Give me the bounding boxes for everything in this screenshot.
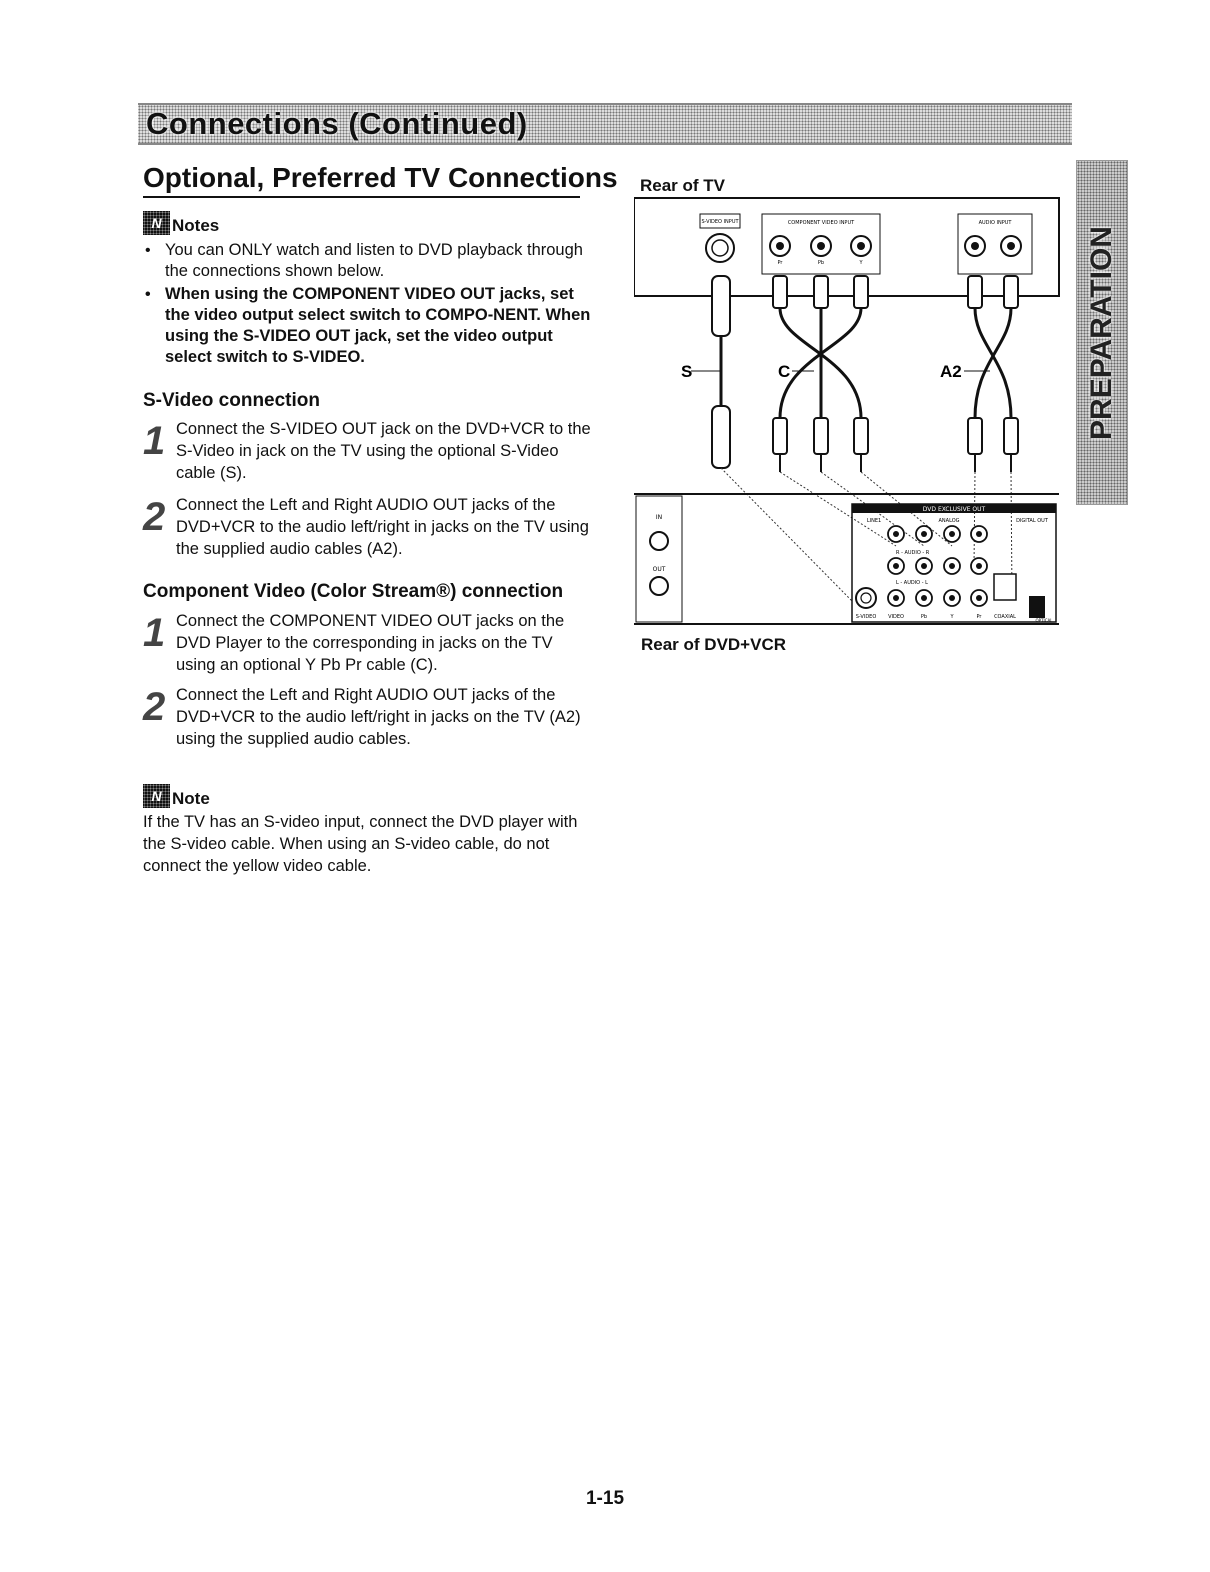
note-heading-label: Note (172, 789, 210, 808)
rear-of-dvd-label: Rear of DVD+VCR (641, 635, 787, 654)
dvd-svideo-label: S-VIDEO (855, 614, 877, 620)
dvd-exclusive-out-label: DVD EXCLUSIVE OUT (922, 506, 986, 513)
step-text: Connect the Left and Right AUDIO OUT jacks of the DVD+VCR to the audio left/right in jacks on the TV using the supplied audio cables (A2). (176, 496, 589, 558)
cable-s-label: S (681, 362, 693, 381)
dvd-pr-label: Pr (976, 614, 982, 620)
notes-item: • When using the COMPONENT VIDEO OUT jacks, set the video output select switch to COMPO-NENT. When using the S-VIDEO OUT jack, set the video output select switch to S-VIDEO. (143, 284, 593, 368)
component-cables (780, 308, 1011, 418)
dvd-out-label: OUT (652, 566, 666, 573)
dvd-line1-label: LINE1 (866, 518, 882, 524)
section-side-tab (1076, 160, 1128, 505)
dvd-digital-label: DIGITAL OUT (1016, 518, 1048, 524)
header-banner (138, 103, 1072, 145)
tv-svideo-label: S-VIDEO INPUT (701, 219, 739, 225)
component-step-2 (143, 684, 593, 750)
notes-item: • You can ONLY watch and listen to DVD playback through the connections shown below. (143, 240, 593, 282)
step-text: Connect the COMPONENT VIDEO OUT jacks on the DVD Player to the corresponding in jacks on the TV using an optional Y Pb Pr cable (C). (176, 612, 565, 674)
svideo-step-2 (143, 494, 593, 560)
dvd-analog-label: ANALOG (938, 518, 960, 524)
section-title-underline (143, 196, 580, 198)
plug-tips-bottom (780, 454, 1011, 472)
svideo-step-1 (143, 418, 593, 484)
step-number: 2 (143, 494, 171, 540)
dvd-coaxial-label: COAXIAL (994, 614, 1016, 620)
cable-a2-label: A2 (940, 362, 962, 381)
note-icon: N (143, 211, 170, 235)
connection-diagram (634, 196, 1066, 632)
dvd-in-label: IN (655, 514, 663, 521)
component-step-1 (143, 610, 593, 676)
note-text: If the TV has an S-video input, connect the DVD player with the S-video cable. When using an S-video cable, do not connect the yellow video cable. (143, 813, 578, 875)
notes-heading (143, 211, 219, 235)
tv-audio-label: AUDIO INPUT (978, 220, 1012, 226)
page-header-title: Connections (Continued) (146, 106, 528, 141)
side-tab-label: PREPARATION (1085, 225, 1118, 440)
dvd-optical-label: OPTICAL (1035, 618, 1053, 623)
cable-c-label: C (778, 362, 791, 381)
dvd-y-label: Y (950, 614, 954, 620)
step-number: 1 (143, 418, 171, 464)
dvd-l-audio-label: L - AUDIO - L (896, 580, 928, 586)
tv-y-label: Y (859, 260, 863, 266)
component-plugs-top (773, 276, 1018, 308)
rear-of-tv-label: Rear of TV (640, 176, 726, 195)
notes-list (143, 240, 593, 370)
step-number: 1 (143, 610, 171, 656)
dvd-coaxial-box (994, 574, 1016, 600)
note-icon: N (143, 784, 170, 808)
step-text: Connect the S-VIDEO OUT jack on the DVD+VCR to the S-Video in jack on the TV using the optional S-Video cable (S). (176, 420, 591, 482)
tv-pr-label: Pr (777, 260, 783, 266)
tv-panel (634, 198, 1059, 296)
svideo-plug-top (712, 276, 730, 336)
dvd-svideo-jack (856, 588, 876, 608)
dvd-optical-jack (1029, 596, 1045, 618)
section-title: Optional, Preferred TV Connections (143, 162, 618, 193)
dvd-r-audio-label: R - AUDIO - R (896, 550, 930, 556)
guide-lines (721, 468, 1012, 601)
component-title: Component Video (Color Stream®) connection (143, 581, 564, 602)
notes-heading-label: Notes (172, 216, 220, 235)
step-number: 2 (143, 684, 171, 730)
svideo-plug-bottom (712, 406, 730, 468)
dvd-pb-label: Pb (920, 614, 928, 620)
dvd-jack-centers (893, 531, 982, 601)
step-text: Connect the Left and Right AUDIO OUT jacks of the DVD+VCR to the audio left/right in jacks on the TV (A2) using the supplied audio cables. (176, 686, 581, 748)
dvd-video-label: VIDEO (888, 614, 904, 620)
page-number: 1-15 (585, 1488, 625, 1509)
svideo-title: S-Video connection (143, 390, 321, 411)
note-heading (143, 784, 210, 808)
tv-component-label: COMPONENT VIDEO INPUT (787, 220, 855, 226)
dvd-output-jacks (888, 526, 987, 606)
tv-svideo-jack (706, 234, 734, 262)
component-plugs-bottom (773, 418, 1018, 454)
tv-pb-label: Pb (817, 260, 825, 266)
